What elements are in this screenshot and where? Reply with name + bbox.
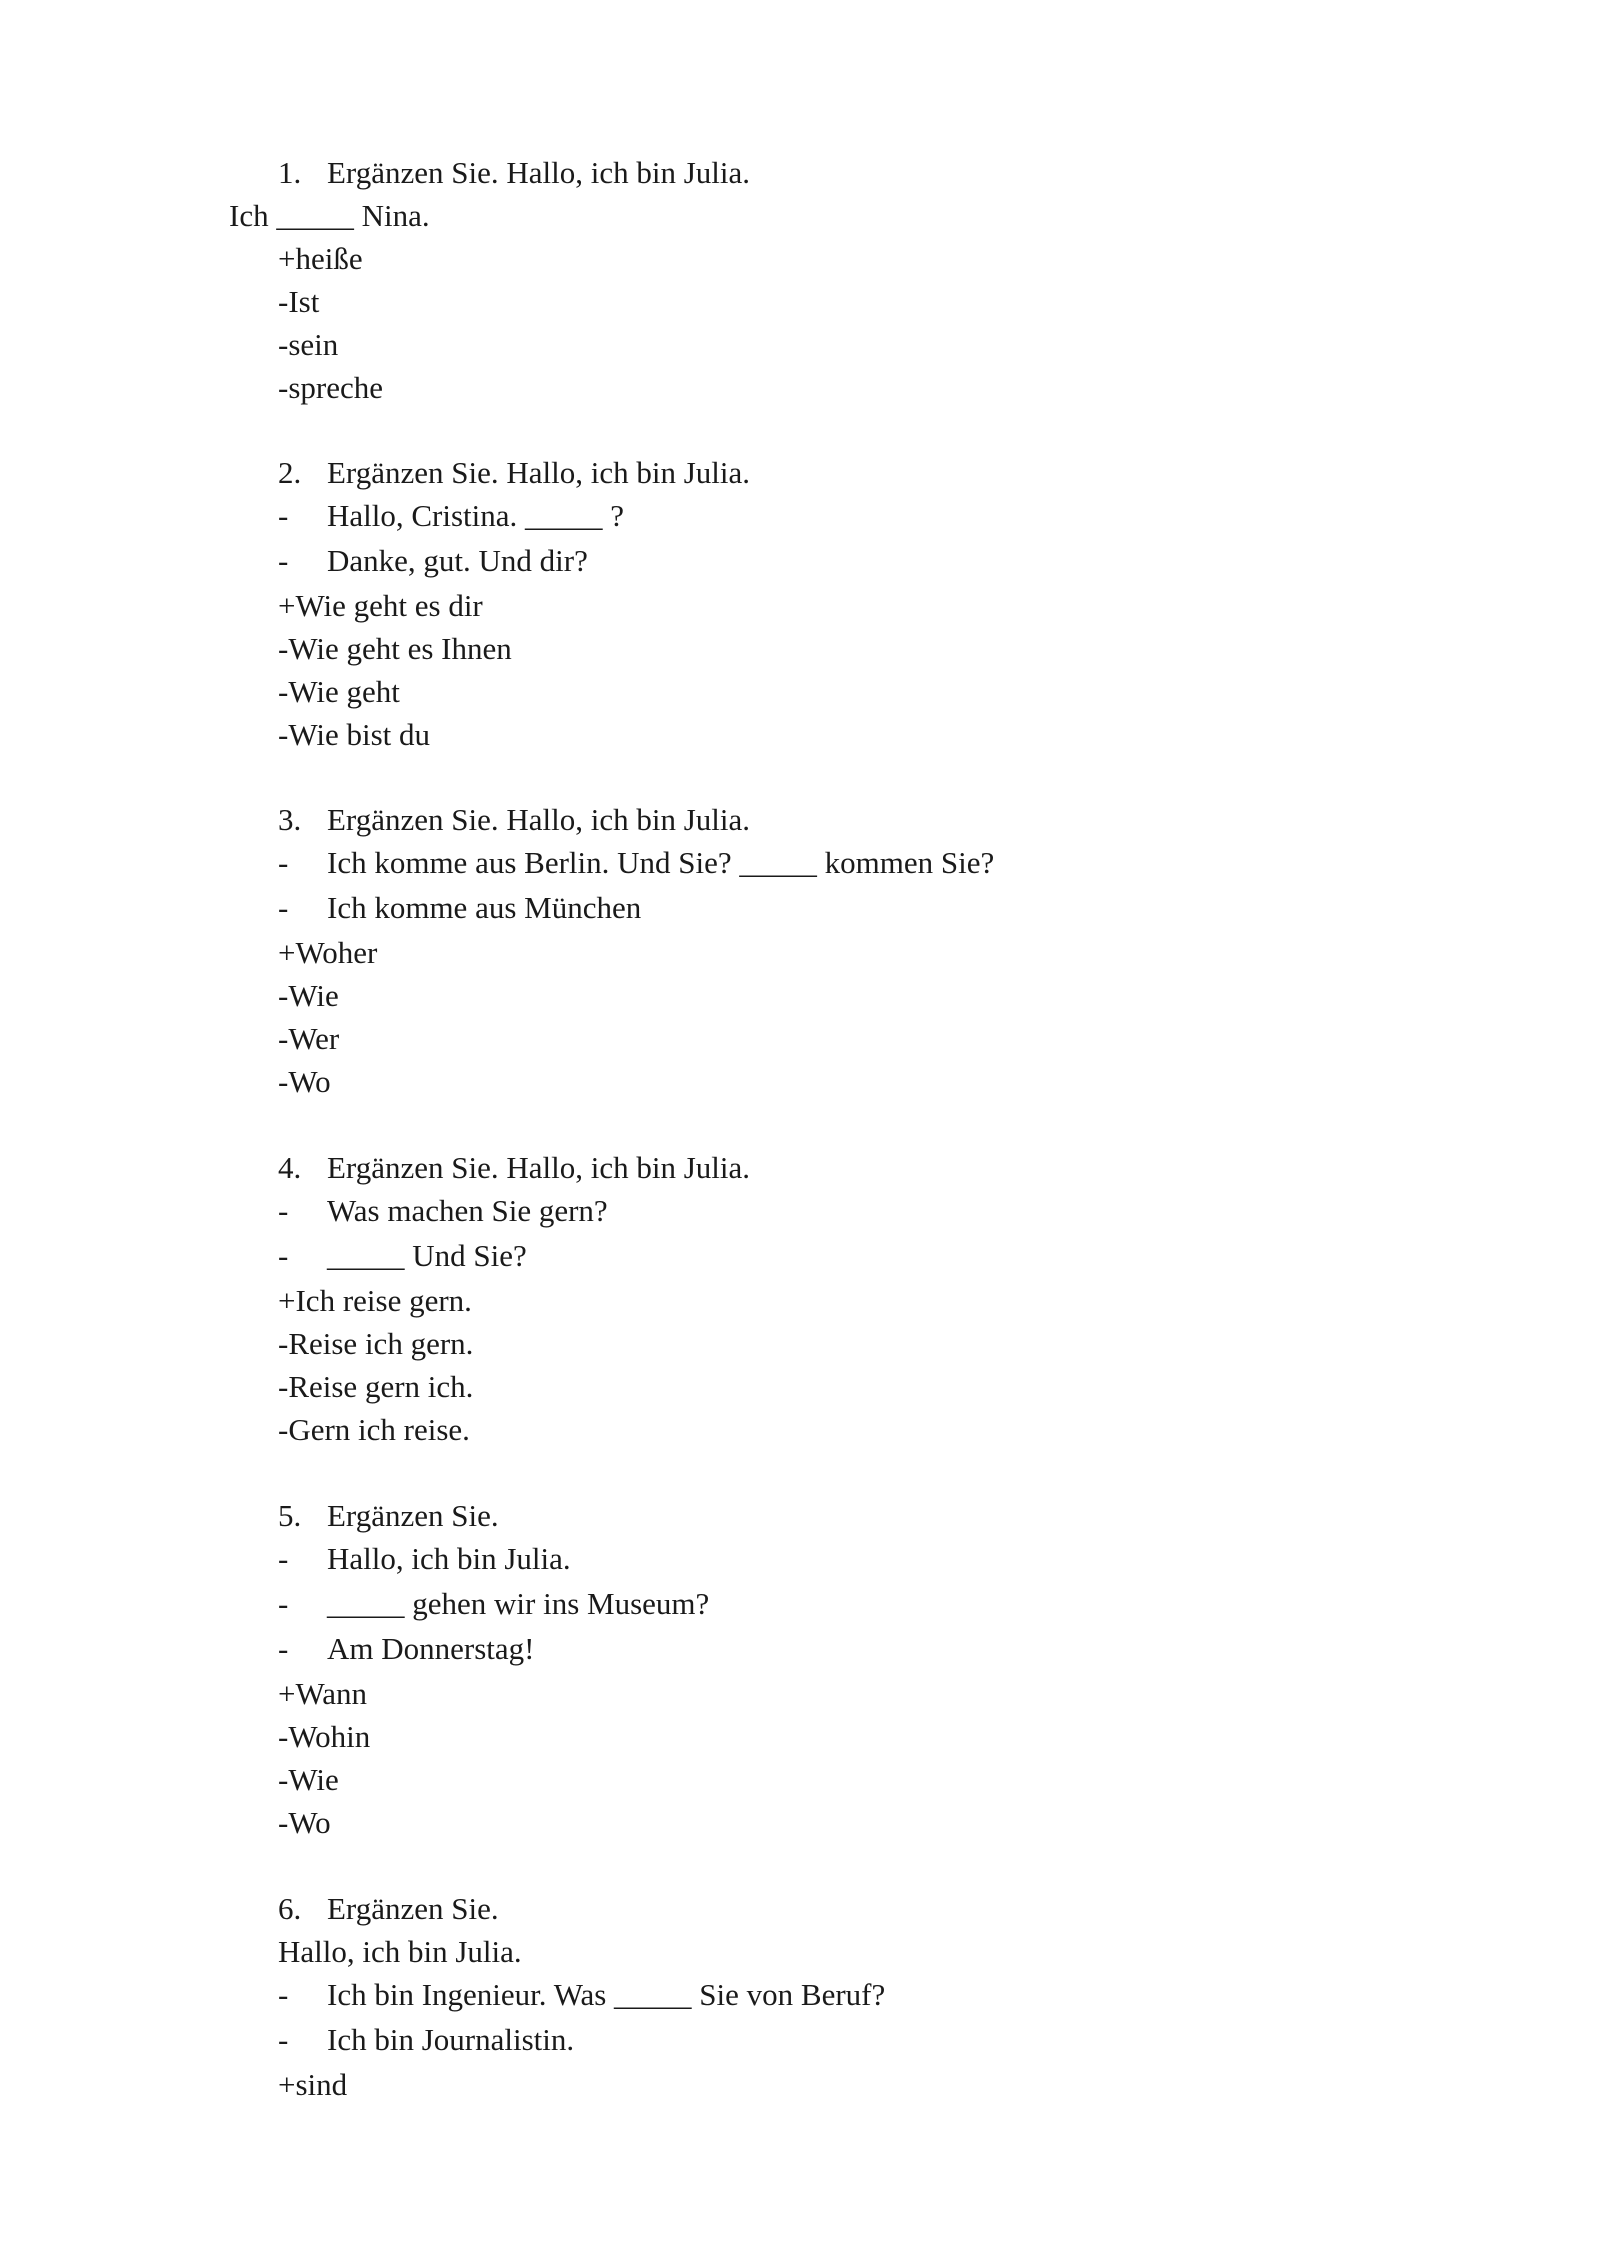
dash-bullet: - (278, 1977, 289, 2012)
answer-option: -Gern ich reise. (278, 1412, 470, 1447)
answer-option: +Woher (278, 935, 378, 970)
question-3 (278, 798, 1378, 1103)
question-number: 5. (278, 1498, 302, 1533)
answer-option: -Wer (278, 1021, 340, 1056)
answer-option: -Wie geht es Ihnen (278, 631, 512, 666)
answer-option: +Wann (278, 1676, 368, 1711)
answer-option: +heiße (278, 241, 363, 276)
question-prompt: Ergänzen Sie. (327, 1498, 499, 1533)
answer-option: -Wo (278, 1064, 331, 1099)
question-4 (278, 1146, 1378, 1451)
question-heading (278, 1494, 1378, 1537)
dash-bullet: - (278, 2022, 289, 2057)
dialogue-line (278, 886, 1378, 931)
dash-bullet: - (278, 890, 289, 925)
answer-option: -Reise gern ich. (278, 1369, 474, 1404)
answer-option: -Wo (278, 1805, 331, 1840)
question-number: 1. (278, 155, 302, 190)
question-prompt: Ergänzen Sie. Hallo, ich bin Julia. (327, 1150, 750, 1185)
dialogue-line (278, 1234, 1378, 1279)
answer-option: -Ist (278, 284, 320, 319)
question-1 (229, 151, 1378, 409)
dialogue-text: Hallo, ich bin Julia. (327, 1541, 571, 1576)
answer-option: -Wie (278, 978, 339, 1013)
question-2 (278, 451, 1378, 756)
dash-bullet: - (278, 1541, 289, 1576)
question-prompt: Ergänzen Sie. Hallo, ich bin Julia. (327, 155, 750, 190)
answer-option: -spreche (278, 370, 383, 405)
answer-option: -Wie (278, 1762, 339, 1797)
dash-bullet: - (278, 1586, 289, 1621)
dash-bullet: - (278, 498, 289, 533)
question-number: 4. (278, 1150, 302, 1185)
dialogue-line (278, 841, 1378, 886)
question-prompt: Ergänzen Sie. Hallo, ich bin Julia. (327, 455, 750, 490)
dialogue-line (278, 2018, 1378, 2063)
answer-option: -Wohin (278, 1719, 371, 1754)
dialogue-text: Am Donnerstag! (327, 1631, 535, 1666)
dash-bullet: - (278, 1631, 289, 1666)
question-heading (278, 1887, 1378, 1930)
answer-option: +sind (278, 2067, 348, 2102)
dialogue-line (278, 1582, 1378, 1627)
answer-option: -Reise ich gern. (278, 1326, 474, 1361)
dialogue-line (278, 1189, 1378, 1234)
answer-option: -sein (278, 327, 339, 362)
dialogue-text: Ich bin Ingenieur. Was _____ Sie von Beruf? (327, 1977, 886, 2012)
question-6 (278, 1887, 1378, 2106)
dialogue-line (278, 539, 1378, 584)
question-sentence: Ich _____ Nina. (229, 198, 430, 233)
question-heading (278, 451, 1378, 494)
question-heading (278, 798, 1378, 841)
answer-option: -Wie geht (278, 674, 400, 709)
dash-bullet: - (278, 543, 289, 578)
answer-option: +Wie geht es dir (278, 588, 483, 623)
question-number: 6. (278, 1891, 302, 1926)
dialogue-text: Ich komme aus München (327, 890, 642, 925)
dash-bullet: - (278, 1238, 289, 1273)
question-number: 3. (278, 802, 302, 837)
dialogue-text: _____ Und Sie? (327, 1238, 527, 1273)
dialogue-text: Was machen Sie gern? (327, 1193, 608, 1228)
dialogue-line (278, 1973, 1378, 2018)
question-5 (278, 1494, 1378, 1844)
dialogue-text: Ich bin Journalistin. (327, 2022, 575, 2057)
question-prompt: Ergänzen Sie. (327, 1891, 499, 1926)
dash-bullet: - (278, 845, 289, 880)
dialogue-line (278, 1537, 1378, 1582)
question-number: 2. (278, 455, 302, 490)
question-heading (278, 151, 1378, 194)
dialogue-text: Ich komme aus Berlin. Und Sie? _____ kommen Sie? (327, 845, 995, 880)
dialogue-line (278, 1627, 1378, 1672)
answer-option: +Ich reise gern. (278, 1283, 472, 1318)
dialogue-text: Danke, gut. Und dir? (327, 543, 588, 578)
question-intro: Hallo, ich bin Julia. (278, 1934, 522, 1969)
question-prompt: Ergänzen Sie. Hallo, ich bin Julia. (327, 802, 750, 837)
dash-bullet: - (278, 1193, 289, 1228)
answer-option: -Wie bist du (278, 717, 431, 752)
dialogue-text: Hallo, Cristina. _____ ? (327, 498, 625, 533)
dialogue-text: _____ gehen wir ins Museum? (327, 1586, 710, 1621)
dialogue-line (278, 494, 1378, 539)
question-heading (278, 1146, 1378, 1189)
